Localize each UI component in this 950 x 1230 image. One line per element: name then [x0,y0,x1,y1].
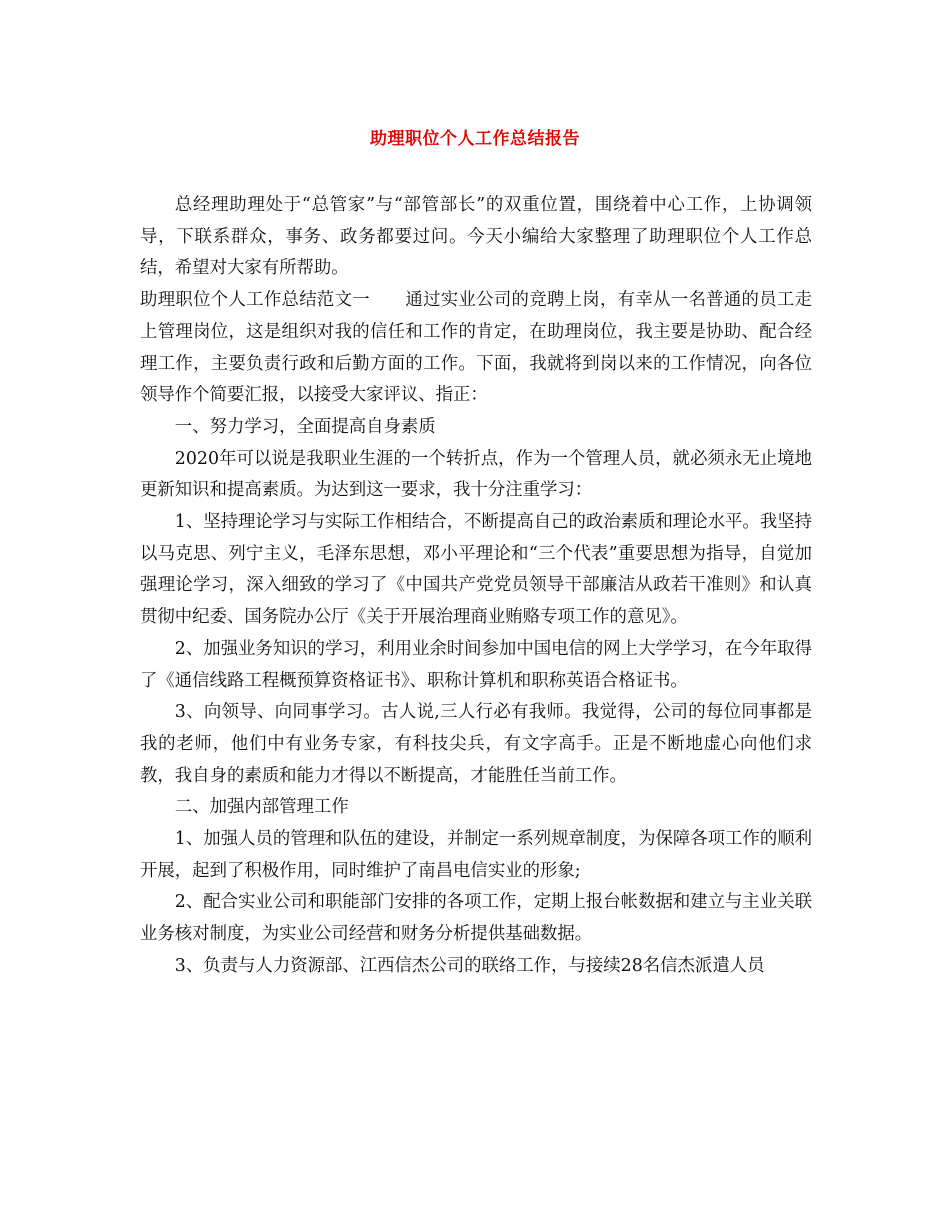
document-body [140,190,812,983]
document-paragraph: 2、配合实业公司和职能部门安排的各项工作，定期上报台帐数据和建立与主业关联业务核对制度，为实业公司经营和财务分析提供基础数据。 [140,892,812,945]
document-paragraph: 3、负责与人力资源部、江西信杰公司的联络工作，与接续28名信杰派遣人员 [174,955,765,976]
document-paragraph: 1、加强人员的管理和队伍的建设，并制定一系列规章制度，为保障各项工作的顺利开展，起到了积极作用，同时维护了南昌电信实业的形象; [140,829,812,881]
document-paragraph: 一、努力学习，全面提高自身素质 [174,416,436,437]
document-paragraph: 助理职位个人工作总结范文一 通过实业公司的竞聘上岗，有幸从一名普通的员工走上管理岗位，这是组织对我的信任和工作的肯定，在助理岗位，我主要是协助、配合经理工作，主要负责行政和后勤方面的工作。下面，我就将到岗以来的工作情况，向各位领导作个简要汇报，以接受大家评议、指正： [140,290,812,406]
document-title: 助理职位个人工作总结报告 [370,129,580,149]
document-paragraph: 二、加强内部管理工作 [174,797,349,818]
document-paragraph: 2、加强业务知识的学习，利用业余时间参加中国电信的网上大学学习，在今年取得了《通信线路工程概预算资格证书》、职称计算机和职称英语合格证书。 [140,638,812,691]
document-paragraph: 总经理助理处于“总管家”与“部管部长”的双重位置，围绕着中心工作，上协调领导，下联系群众，事务、政务都要过问。今天小编给大家整理了助理职位个人工作总结，希望对大家有所帮助。 [140,195,812,279]
document-paragraph: 2020年可以说是我职业生涯的一个转折点，作为一个管理人员，就必须永无止境地更新知识和提高素质。为达到这一要求，我十分注重学习： [140,448,812,501]
document-paragraph: 1、坚持理论学习与实际工作相结合，不断提高自己的政治素质和理论水平。我坚持以马克思、列宁主义，毛泽东思想，邓小平理论和“三个代表”重要思想为指导，自觉加强理论学习，深入细致的学习了《中国共产党党员领导干部廉洁从政若干准则》和认真贯彻中纪委、国务院办公厅《关于开展治理商业贿赂专项工作的意见》。 [140,512,812,628]
document-paragraph: 3、向领导、向同事学习。古人说,三人行必有我师。我觉得，公司的每位同事都是我的老师，他们中有业务专家，有科技尖兵，有文字高手。正是不断地虚心向他们求教，我自身的素质和能力才得以不断提高，才能胜任当前工作。 [140,702,812,786]
